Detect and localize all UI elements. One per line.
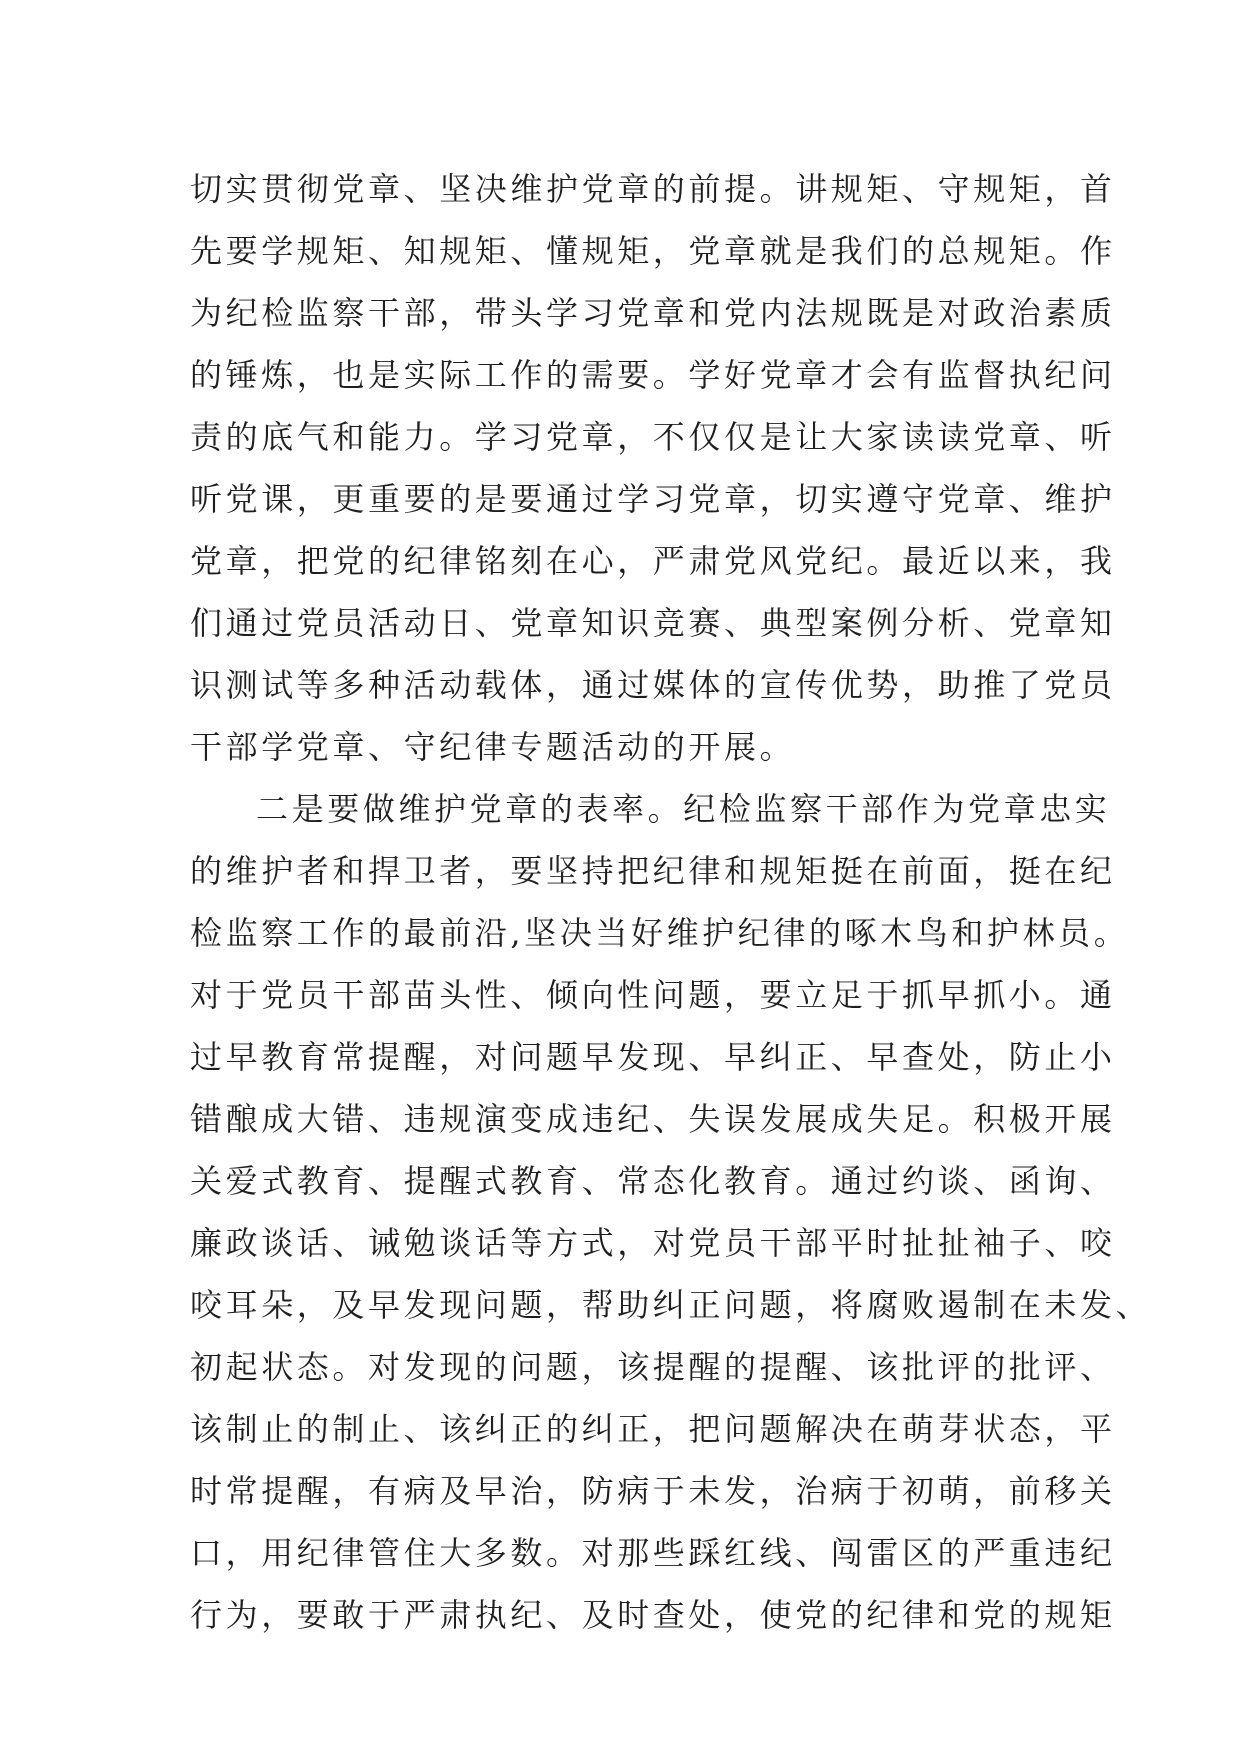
text-line: 干部学党章、守纪律专题活动的开展。: [190, 728, 796, 766]
document-body: [190, 158, 1152, 1646]
text-line: 党章，把党的纪律铭刻在心，严肃党风党纪。最近以来，我: [190, 542, 1116, 580]
text-line: 行为，要敢于严肃执纪、及时查处，使党的纪律和党的规矩: [190, 1596, 1116, 1634]
text-line: 初起状态。对发现的问题，该提醒的提醒、该批评的批评、: [190, 1348, 1116, 1386]
text-line: 的锤炼，也是实际工作的需要。学好党章才会有监督执纪问: [190, 356, 1116, 394]
text-line: 为纪检监察干部，带头学习党章和党内法规既是对政治素质: [190, 294, 1116, 332]
text-line: 错酿成大错、违规演变成违纪、失误发展成失足。积极开展: [190, 1100, 1116, 1138]
text-line: 咬耳朵，及早发现问题，帮助纠正问题，将腐败遏制在未发、: [190, 1286, 1152, 1324]
text-line: 对于党员干部苗头性、倾向性问题，要立足于抓早抓小。通: [190, 976, 1116, 1014]
text-line: 关爱式教育、提醒式教育、常态化教育。通过约谈、函询、: [190, 1162, 1116, 1200]
text-line: 听党课，更重要的是要通过学习党章，切实遵守党章、维护: [190, 480, 1116, 518]
text-line: 口，用纪律管住大多数。对那些踩红线、闯雷区的严重违纪: [190, 1534, 1116, 1572]
text-line: 过早教育常提醒，对问题早发现、早纠正、早查处，防止小: [190, 1038, 1116, 1076]
text-line: 们通过党员活动日、党章知识竞赛、典型案例分析、党章知: [190, 604, 1116, 642]
text-line: 先要学规矩、知规矩、懂规矩，党章就是我们的总规矩。作: [190, 232, 1116, 270]
paragraph-start-line: 二是要做维护党章的表率。纪检监察干部作为党章忠实: [256, 790, 1111, 828]
text-line: 该制止的制止、该纠正的纠正，把问题解决在萌芽状态，平: [190, 1410, 1116, 1448]
text-line: 责的底气和能力。学习党章，不仅仅是让大家读读党章、听: [190, 418, 1116, 456]
text-line: 的维护者和捍卫者，要坚持把纪律和规矩挺在前面，挺在纪: [190, 852, 1116, 890]
text-line: 廉政谈话、诫勉谈话等方式，对党员干部平时扯扯袖子、咬: [190, 1224, 1116, 1262]
text-line: 检监察工作的最前沿,坚决当好维护纪律的啄木鸟和护林员。: [190, 914, 1130, 952]
text-line: 时常提醒，有病及早治，防病于未发，治病于初萌，前移关: [190, 1472, 1116, 1510]
text-line: 切实贯彻党章、坚决维护党章的前提。讲规矩、守规矩，首: [190, 170, 1116, 208]
text-line: 识测试等多种活动载体，通过媒体的宣传优势，助推了党员: [190, 666, 1116, 704]
